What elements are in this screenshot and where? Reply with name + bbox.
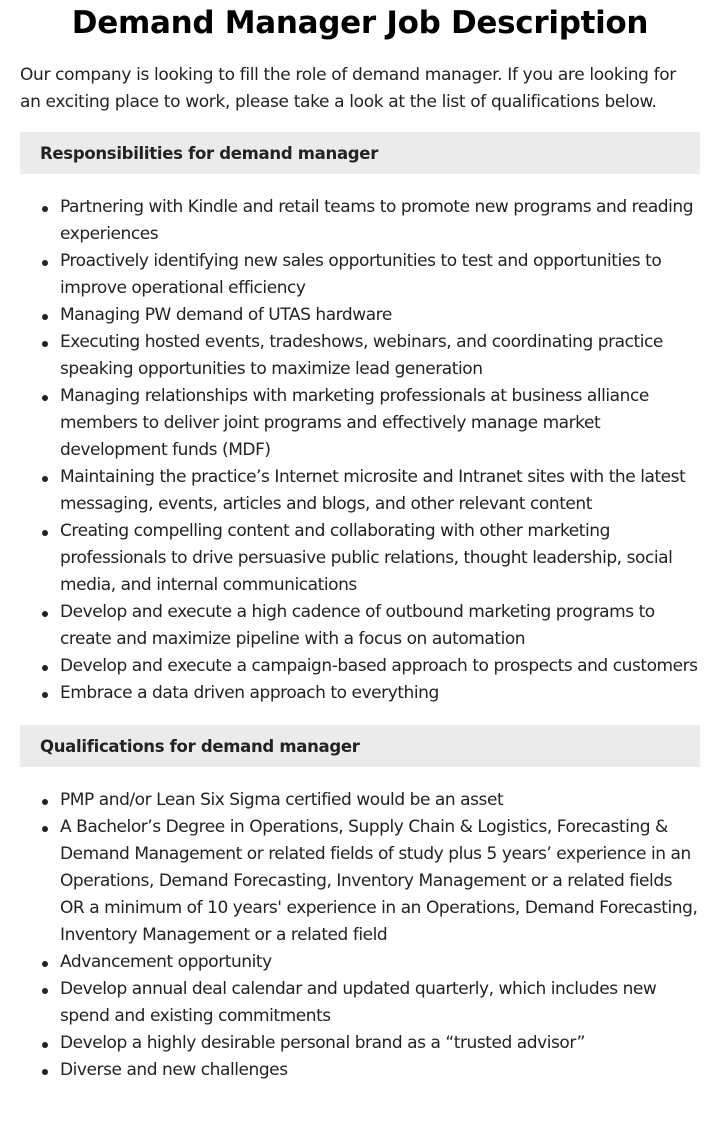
- qualifications-header: [20, 725, 700, 767]
- list-item-text: Managing PW demand of UTAS hardware: [60, 305, 392, 325]
- bullet-icon: [42, 826, 48, 832]
- list-item: [60, 976, 700, 1030]
- list-item: [60, 464, 700, 518]
- bullet-icon: [42, 611, 48, 617]
- page-title: Demand Manager Job Description: [71, 5, 649, 41]
- bullet-icon: [42, 1042, 48, 1048]
- list-item-text: PMP and/or Lean Six Sigma certified would be an asset: [60, 790, 504, 810]
- list-item-text: Develop annual deal calendar and updated quarterly, which includes new spend and existing commitments: [60, 979, 657, 1026]
- list-item: [60, 518, 700, 599]
- list-item-text: Partnering with Kindle and retail teams to promote new programs and reading experiences: [60, 197, 694, 244]
- bullet-icon: [42, 1069, 48, 1075]
- list-item-text: Develop and execute a high cadence of outbound marketing programs to create and maximize pipeline with a focus on automation: [60, 602, 655, 649]
- bullet-icon: [42, 665, 48, 671]
- list-item: [60, 680, 700, 707]
- list-item-text: Advancement opportunity: [60, 952, 272, 972]
- list-item-text: Creating compelling content and collaborating with other marketing professionals to drive persuasive public relations, thought leadership, social media, and internal communications: [60, 521, 673, 595]
- list-item-text: Embrace a data driven approach to everything: [60, 683, 439, 703]
- bullet-icon: [42, 260, 48, 266]
- bullet-icon: [42, 395, 48, 401]
- list-item: [60, 787, 700, 814]
- list-item: [60, 302, 700, 329]
- bullet-icon: [42, 799, 48, 805]
- list-item-text: Develop and execute a campaign-based approach to prospects and customers: [60, 656, 698, 676]
- qualifications-list: [20, 787, 700, 1084]
- list-item: [60, 949, 700, 976]
- list-item: [60, 599, 700, 653]
- list-item: [60, 194, 700, 248]
- bullet-icon: [42, 206, 48, 212]
- list-item-text: Develop a highly desirable personal brand as a “trusted advisor”: [60, 1033, 585, 1053]
- list-item: [60, 248, 700, 302]
- list-item-text: Maintaining the practice’s Internet microsite and Intranet sites with the latest messaging, events, articles and blogs, and other relevant content: [60, 467, 686, 514]
- responsibilities-list: [20, 194, 700, 707]
- responsibilities-heading: Responsibilities for demand manager: [40, 143, 379, 163]
- list-item: [60, 383, 700, 464]
- bullet-icon: [42, 341, 48, 347]
- list-item: [60, 329, 700, 383]
- list-item: [60, 1057, 700, 1084]
- responsibilities-header: [20, 132, 700, 174]
- bullet-icon: [42, 961, 48, 967]
- qualifications-heading: Qualifications for demand manager: [40, 736, 360, 756]
- list-item: [60, 653, 700, 680]
- bullet-icon: [42, 314, 48, 320]
- list-item-text: Executing hosted events, tradeshows, webinars, and coordinating practice speaking opportunities to maximize lead generation: [60, 332, 663, 379]
- bullet-icon: [42, 692, 48, 698]
- bullet-icon: [42, 476, 48, 482]
- list-item-text: A Bachelor’s Degree in Operations, Supply Chain & Logistics, Forecasting & Demand Management or related fields of study plus 5 years’ experience in an Operations, Demand Forecasting, Inventory Management or a related fields OR a minimum of 10 years' experience in an Operations, Demand Forecasting, Inventory Management or a related field: [60, 817, 698, 945]
- bullet-icon: [42, 988, 48, 994]
- list-item: [60, 1030, 700, 1057]
- list-item-text: Proactively identifying new sales opportunities to test and opportunities to improve operational efficiency: [60, 251, 662, 298]
- list-item-text: Managing relationships with marketing professionals at business alliance members to deliver joint programs and effectively manage market development funds (MDF): [60, 386, 649, 460]
- intro-paragraph: Our company is looking to fill the role of demand manager. If you are looking for an exciting place to work, please take a look at the list of qualifications below.: [20, 65, 676, 112]
- list-item: [60, 814, 700, 949]
- bullet-icon: [42, 530, 48, 536]
- list-item-text: Diverse and new challenges: [60, 1060, 288, 1080]
